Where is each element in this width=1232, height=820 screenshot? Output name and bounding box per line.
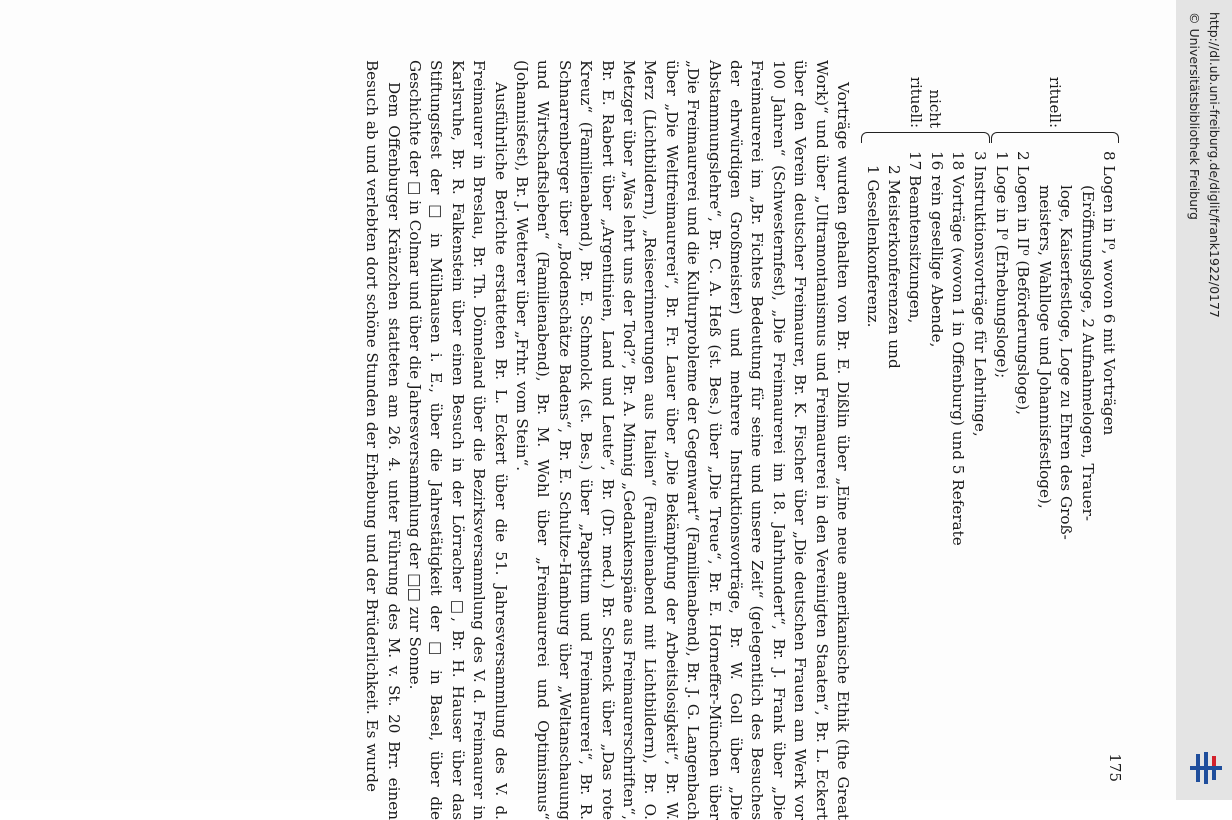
list-item: 16 rein gesellige Abende,: [927, 151, 946, 348]
list-item: 18 Vorträge (wovon 1 in Offenburg) und 5 Referate: [949, 151, 968, 546]
list-item: 1 Loge in I⁰ (Erhebungsloge);: [992, 151, 1011, 379]
paragraph: Ausführliche Berichte erstatteten Br. L. Eckert über die 51. Jahresversammlung des V. d. Freimaurer in Breslau, Br. Th. Dönneland über die Bezirksversammlung des V. d. Freimaurer in Karlsruhe, Br. R. Falkenstein über einen Besuch in der Lörracher □, Br. H. Hauser über das Stiftungsfest der □ in Mülhausen i. E., über die Jahrestätigkeit der □ in Basel, über die Geschichte der □ in Colmar und über die Jahresversammlung der □□ zur Sonne.: [406, 60, 510, 820]
paragraph: Vorträge wurden gehalten von Br. E. Dißlin über „Eine neue amerikanische Ethik (the Great Work)“ und über „Ultramontanismus und Freimaurerei in den Vereinigten Staaten“, Br. L. Eckert über den Verein deutscher Freimaurer, Br. K. Fischer über „Die deutschen Frauen am Werk vor 100 Jahren“ (Schwesternfest), „Die Freimaurerei im 18. Jahrhundert“, Br. J. Frank über „Die Freimaurerei im „Br. Fichtes Bedeutung für seine und unsere Zeit“ (gelegentlich des Besuches der ehrwürdigen Großmeister) und mehrere Instruktionsvorträge, Br. W. Goll über „Die Abstammungslehre“, Br. C. A. Heß (st. Bes.) über „Die Treue“, Br. E. Horneffer-München über „Die Freimaurerei und die Kulturprobleme der Gegenwart“ (Familienabend), Br. J. G. Langenbach über „Die Weltfreimaurerei“, Br. Fr. Lauer über „Die Bekämpfung der Arbeitslosigkeit“, Br. W. Merz (Lichtbildern), „Reiseerinnerungen aus Italien“ (Familienabend mit Lichtbildern), Br. O. Metzger über „Was lehrt uns der Tod?“, Br. A. Minnig „Gedankenspäne aus Freimaurerschriften“, Br. E. Rabert über „Argentinien, Land und Leute“, Br. (Dr. med.) Br. Schenck über „Das rote Kreuz“ (Familienabend), Br. E. Schmolck (st. Bes.) über „Papsttum und Freimaurerei“, Br. R. Schnarrenberger über „Bodenschätze Badens“, Br. E. Schultze-Hamburg über „Weltanschauung und Wirtschaftsleben“ (Familienabend), Br. M. Wohl über „Freimaurerei und Optimismus“ (Johannisfest), Br. J. Wetterer über „Frhr. vom Stein“.: [513, 60, 853, 820]
list-item: 2 Logen in II⁰ (Beförderungsloge),: [1014, 151, 1033, 416]
copyright-notice: © Universitätsbibliothek Freiburg: [1187, 12, 1202, 220]
activity-group: [861, 60, 989, 820]
library-logo-icon[interactable]: [1186, 748, 1226, 788]
activity-list: [861, 60, 1119, 820]
list-item: 8 Logen in I⁰, wovon 6 mit Vorträgen: [1100, 151, 1118, 436]
list-item: 2 Meisterkonferenzen und: [884, 165, 903, 369]
activity-group: [991, 60, 1119, 820]
group-label: rituell:: [1046, 76, 1065, 128]
paragraph: Dem Offenburger Kränzchen statteten am 26. 4. unter Führung des M. v. St. 20 Brr. einen Besuch ab und verlebten dort schöne Stunden der Erhebung und der Brüderlichkeit. Es wurde: [363, 60, 403, 820]
list-item: meisters, Wahlloge und Johannisfestloge),: [1035, 185, 1054, 509]
list-item: 3 Instruktionsvorträge für Lehrlinge,: [970, 151, 989, 437]
brace: [861, 132, 989, 143]
list-item: loge, Kaiserfestloge, Loge zu Ehren des Groß-: [1057, 185, 1076, 540]
text-body: [361, 60, 853, 820]
source-url[interactable]: http://dl.ub.uni-freiburg.de/diglit/frank1922/0177: [1207, 12, 1222, 318]
sidebar-text: [1184, 12, 1224, 692]
page-number: 175: [1106, 753, 1124, 782]
list-item: 1 Gesellenkonferenz.: [863, 165, 882, 328]
group-label: nicht rituell:: [907, 76, 945, 128]
viewer-sidebar: [1176, 0, 1232, 800]
list-item: 17 Beamtensitzungen,: [906, 151, 925, 324]
rotated-page-body: [75, 60, 1125, 820]
list-item: (Eröffnungsloge, 2 Aufnahmelogen, Trauer-: [1078, 185, 1097, 522]
brace: [991, 132, 1119, 143]
